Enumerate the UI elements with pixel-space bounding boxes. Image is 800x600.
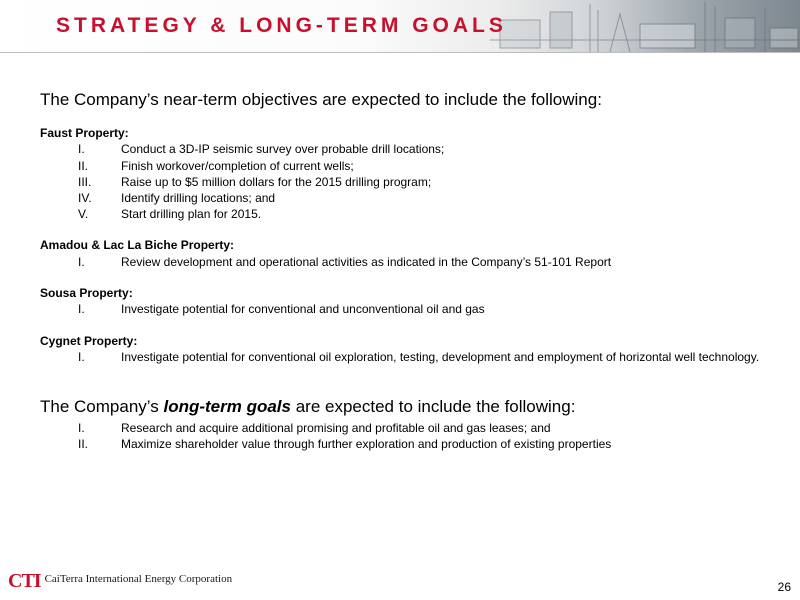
page-number: 26 — [777, 580, 791, 594]
item-text: Start drilling plan for 2015. — [121, 207, 262, 221]
item-number: I. — [78, 255, 85, 269]
item-number: I. — [78, 142, 85, 156]
header-divider — [0, 52, 800, 53]
long-term-prefix: The Company’s — [40, 397, 164, 416]
page-title: STRATEGY & LONG-TERM GOALS — [56, 14, 507, 37]
logo-mark: CTI — [8, 570, 41, 592]
long-term-intro — [40, 397, 575, 417]
item-text: Investigate potential for conventional oil exploration, testing, development and employment of horizontal well technology. — [121, 350, 760, 364]
item-number: I. — [78, 350, 85, 364]
long-term-suffix: are expected to include the following: — [290, 397, 576, 416]
company-name: CaiTerra International Energy Corporation — [44, 573, 233, 585]
item-text: Review development and operational activities as indicated in the Company’s 51-101 Report — [121, 255, 612, 269]
item-text: Identify drilling locations; and — [121, 191, 276, 205]
item-number: II. — [78, 437, 89, 451]
long-term-emphasis: long-term goals — [163, 397, 291, 416]
item-number: II. — [78, 159, 89, 173]
header-banner — [0, 0, 800, 52]
item-text: Research and acquire additional promising and profitable oil and gas leases; and — [121, 421, 551, 435]
item-text: Finish workover/completion of current wells; — [121, 159, 354, 173]
item-number: I. — [78, 421, 85, 435]
company-logo — [8, 571, 232, 591]
item-text: Raise up to $5 million dollars for the 2015 drilling program; — [121, 175, 432, 189]
oil-facility-image — [470, 0, 800, 52]
item-number: IV. — [78, 191, 92, 205]
section-heading-cygnet: Cygnet Property: — [40, 334, 138, 348]
item-text: Investigate potential for conventional and unconventional oil and gas — [121, 302, 485, 316]
section-heading-amadou: Amadou & Lac La Biche Property: — [40, 238, 235, 252]
item-text: Conduct a 3D-IP seismic survey over probable drill locations; — [121, 142, 445, 156]
section-heading-faust: Faust Property: — [40, 126, 129, 140]
item-number: I. — [78, 302, 85, 316]
section-heading-sousa: Sousa Property: — [40, 286, 133, 300]
near-term-intro: The Company’s near-term objectives are expected to include the following: — [40, 90, 602, 109]
item-number: III. — [78, 175, 92, 189]
item-text: Maximize shareholder value through further exploration and production of existing properties — [121, 437, 612, 451]
item-number: V. — [78, 207, 89, 221]
